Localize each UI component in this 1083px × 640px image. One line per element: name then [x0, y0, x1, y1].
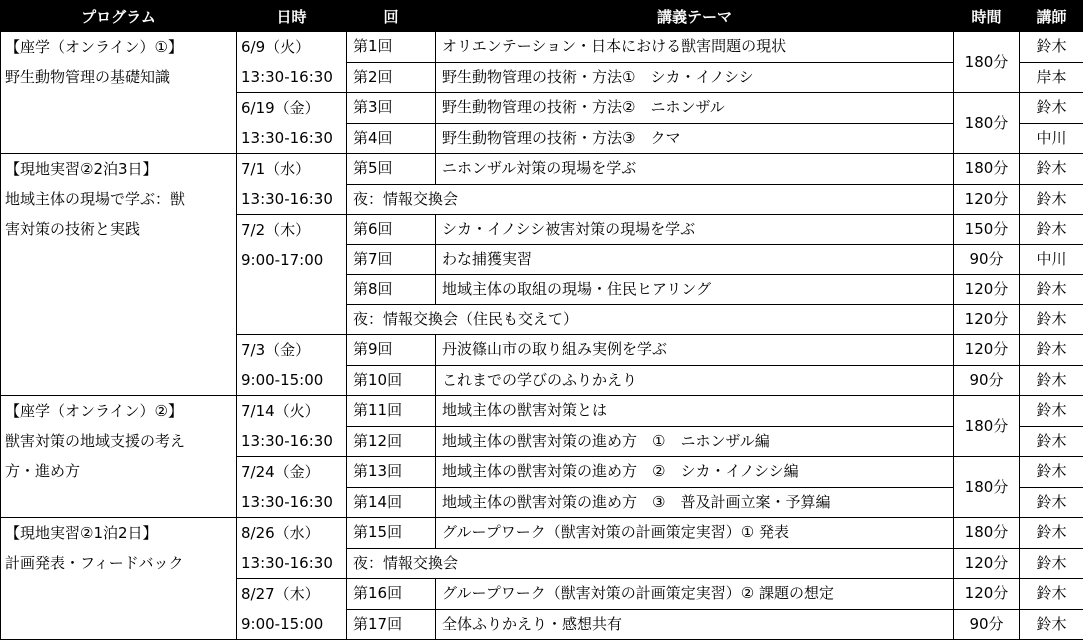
duration-cell: 120分: [954, 548, 1020, 579]
duration-cell: 120分: [954, 305, 1020, 335]
lecture-theme: これまでの学びのふりかえり: [436, 365, 954, 396]
lecturer-cell: 鈴木: [1020, 609, 1083, 640]
program-subtitle: 害対策の技術と実践: [5, 214, 232, 244]
date-cell: [237, 32, 347, 93]
lecturer-cell: 鈴木: [1020, 548, 1083, 579]
date-cell: [237, 518, 347, 579]
duration-cell: 120分: [954, 275, 1020, 305]
duration-cell: 120分: [954, 335, 1020, 366]
lecturer-cell: 中川: [1020, 245, 1083, 275]
duration-cell: 90分: [954, 365, 1020, 396]
session-number: 第4回: [347, 123, 436, 154]
lecturer-cell: 鈴木: [1020, 396, 1083, 427]
session-number: 第3回: [347, 93, 436, 124]
session-number: 第1回: [347, 32, 436, 63]
header-theme: 講義テーマ: [436, 1, 954, 32]
header-lecturer: 講師: [1020, 1, 1083, 32]
lecturer-cell: 鈴木: [1020, 426, 1083, 457]
date-cell: [237, 93, 347, 154]
duration-cell: 180分: [954, 32, 1020, 93]
program-cell: [1, 518, 237, 640]
date-text: 6/9（火）: [241, 32, 342, 62]
lecturer-cell: 鈴木: [1020, 305, 1083, 335]
date-cell: [237, 457, 347, 518]
duration-cell: 180分: [954, 396, 1020, 457]
duration-cell: 90分: [954, 245, 1020, 275]
program-title: 【座学（オンライン）①】: [5, 32, 232, 62]
header-program: プログラム: [1, 1, 237, 32]
lecture-theme: 夜：情報交換会（住民も交えて）: [347, 305, 954, 335]
lecturer-cell: 岸本: [1020, 62, 1083, 93]
lecturer-cell: 鈴木: [1020, 457, 1083, 488]
duration-cell: 180分: [954, 518, 1020, 549]
program-subtitle: 方・進め方: [5, 456, 232, 486]
date-cell: [237, 154, 347, 215]
duration-cell: 180分: [954, 93, 1020, 154]
program-title: 【現地実習②1泊2日】: [5, 518, 232, 548]
lecture-theme: 夜：情報交換会: [347, 184, 954, 215]
table-row: [1, 396, 1083, 427]
program-subtitle: 計画発表・フィードバック: [5, 548, 232, 578]
date-cell: [237, 335, 347, 396]
date-text: 7/14（火）: [241, 396, 342, 426]
session-number: 第2回: [347, 62, 436, 93]
lecture-theme: オリエンテーション・日本における獣害問題の現状: [436, 32, 954, 63]
lecture-theme: わな捕獲実習: [436, 245, 954, 275]
lecture-theme: 地域主体の取組の現場・住民ヒアリング: [436, 275, 954, 305]
time-text: 13:30-16:30: [241, 62, 342, 92]
header-datetime: 日時: [237, 1, 347, 32]
session-number: 第15回: [347, 518, 436, 549]
date-text: 8/27（木）: [241, 579, 342, 609]
session-number: 第17回: [347, 609, 436, 640]
session-number: 第5回: [347, 154, 436, 185]
lecturer-cell: 鈴木: [1020, 184, 1083, 215]
date-text: 6/19（金）: [241, 93, 342, 123]
lecture-theme: 野生動物管理の技術・方法② ニホンザル: [436, 93, 954, 124]
date-cell: [237, 215, 347, 335]
program-subtitle: 野生動物管理の基礎知識: [5, 62, 232, 92]
program-cell: [1, 396, 237, 518]
lecturer-cell: 鈴木: [1020, 579, 1083, 610]
time-text: 9:00-15:00: [241, 365, 342, 395]
time-text: 13:30-16:30: [241, 426, 342, 456]
date-text: 7/24（金）: [241, 457, 342, 487]
duration-cell: 150分: [954, 215, 1020, 245]
lecturer-cell: 中川: [1020, 123, 1083, 154]
date-cell: [237, 579, 347, 640]
lecturer-cell: 鈴木: [1020, 487, 1083, 518]
date-text: 7/2（木）: [241, 215, 342, 245]
lecture-theme: グループワーク（獣害対策の計画策定実習）② 課題の想定: [436, 579, 954, 610]
duration-cell: 120分: [954, 184, 1020, 215]
time-text: 13:30-16:30: [241, 487, 342, 517]
lecture-theme: ニホンザル対策の現場を学ぶ: [436, 154, 954, 185]
session-number: 第6回: [347, 215, 436, 245]
program-subtitle: 獣害対策の地域支援の考え: [5, 426, 232, 456]
header-row: [1, 1, 1083, 32]
program-cell: [1, 32, 237, 154]
date-text: 8/26（水）: [241, 518, 342, 548]
table-row: [1, 518, 1083, 549]
header-session: 回: [347, 1, 436, 32]
session-number: 第9回: [347, 335, 436, 366]
table-row: [1, 154, 1083, 185]
time-text: 9:00-15:00: [241, 609, 342, 639]
lecturer-cell: 鈴木: [1020, 154, 1083, 185]
lecture-theme: 野生動物管理の技術・方法③ クマ: [436, 123, 954, 154]
program-subtitle: 地域主体の現場で学ぶ：獣: [5, 184, 232, 214]
lecturer-cell: 鈴木: [1020, 93, 1083, 124]
session-number: 第10回: [347, 365, 436, 396]
session-number: 第11回: [347, 396, 436, 427]
time-text: 13:30-16:30: [241, 184, 342, 214]
lecturer-cell: 鈴木: [1020, 335, 1083, 366]
session-number: 第13回: [347, 457, 436, 488]
lecture-theme: シカ・イノシシ被害対策の現場を学ぶ: [436, 215, 954, 245]
program-title: 【座学（オンライン）②】: [5, 396, 232, 426]
session-number: 第16回: [347, 579, 436, 610]
lecturer-cell: 鈴木: [1020, 518, 1083, 549]
header-duration: 時間: [954, 1, 1020, 32]
lecture-theme: 丹波篠山市の取り組み実例を学ぶ: [436, 335, 954, 366]
time-text: 9:00-17:00: [241, 245, 342, 275]
program-cell: [1, 154, 237, 396]
date-text: 7/3（金）: [241, 335, 342, 365]
lecture-theme: 地域主体の獣害対策とは: [436, 396, 954, 427]
time-text: 13:30-16:30: [241, 123, 342, 153]
session-number: 第14回: [347, 487, 436, 518]
date-text: 7/1（水）: [241, 154, 342, 184]
session-number: 第7回: [347, 245, 436, 275]
lecturer-cell: 鈴木: [1020, 215, 1083, 245]
table-row: [1, 32, 1083, 63]
date-cell: [237, 396, 347, 457]
lecture-theme: 夜：情報交換会: [347, 548, 954, 579]
lecturer-cell: 鈴木: [1020, 365, 1083, 396]
lecturer-cell: 鈴木: [1020, 32, 1083, 63]
lecture-theme: 地域主体の獣害対策の進め方 ③ 普及計画立案・予算編: [436, 487, 954, 518]
session-number: 第12回: [347, 426, 436, 457]
duration-cell: 180分: [954, 154, 1020, 185]
lecture-theme: 地域主体の獣害対策の進め方 ② シカ・イノシシ編: [436, 457, 954, 488]
lecture-theme: グループワーク（獣害対策の計画策定実習）① 発表: [436, 518, 954, 549]
time-text: 13:30-16:30: [241, 548, 342, 578]
lecturer-cell: 鈴木: [1020, 275, 1083, 305]
lecture-theme: 全体ふりかえり・感想共有: [436, 609, 954, 640]
lecture-theme: 野生動物管理の技術・方法① シカ・イノシシ: [436, 62, 954, 93]
lecture-theme: 地域主体の獣害対策の進め方 ① ニホンザル編: [436, 426, 954, 457]
session-number: 第8回: [347, 275, 436, 305]
program-title: 【現地実習②2泊3日】: [5, 154, 232, 184]
duration-cell: 90分: [954, 609, 1020, 640]
duration-cell: 120分: [954, 579, 1020, 610]
duration-cell: 180分: [954, 457, 1020, 518]
